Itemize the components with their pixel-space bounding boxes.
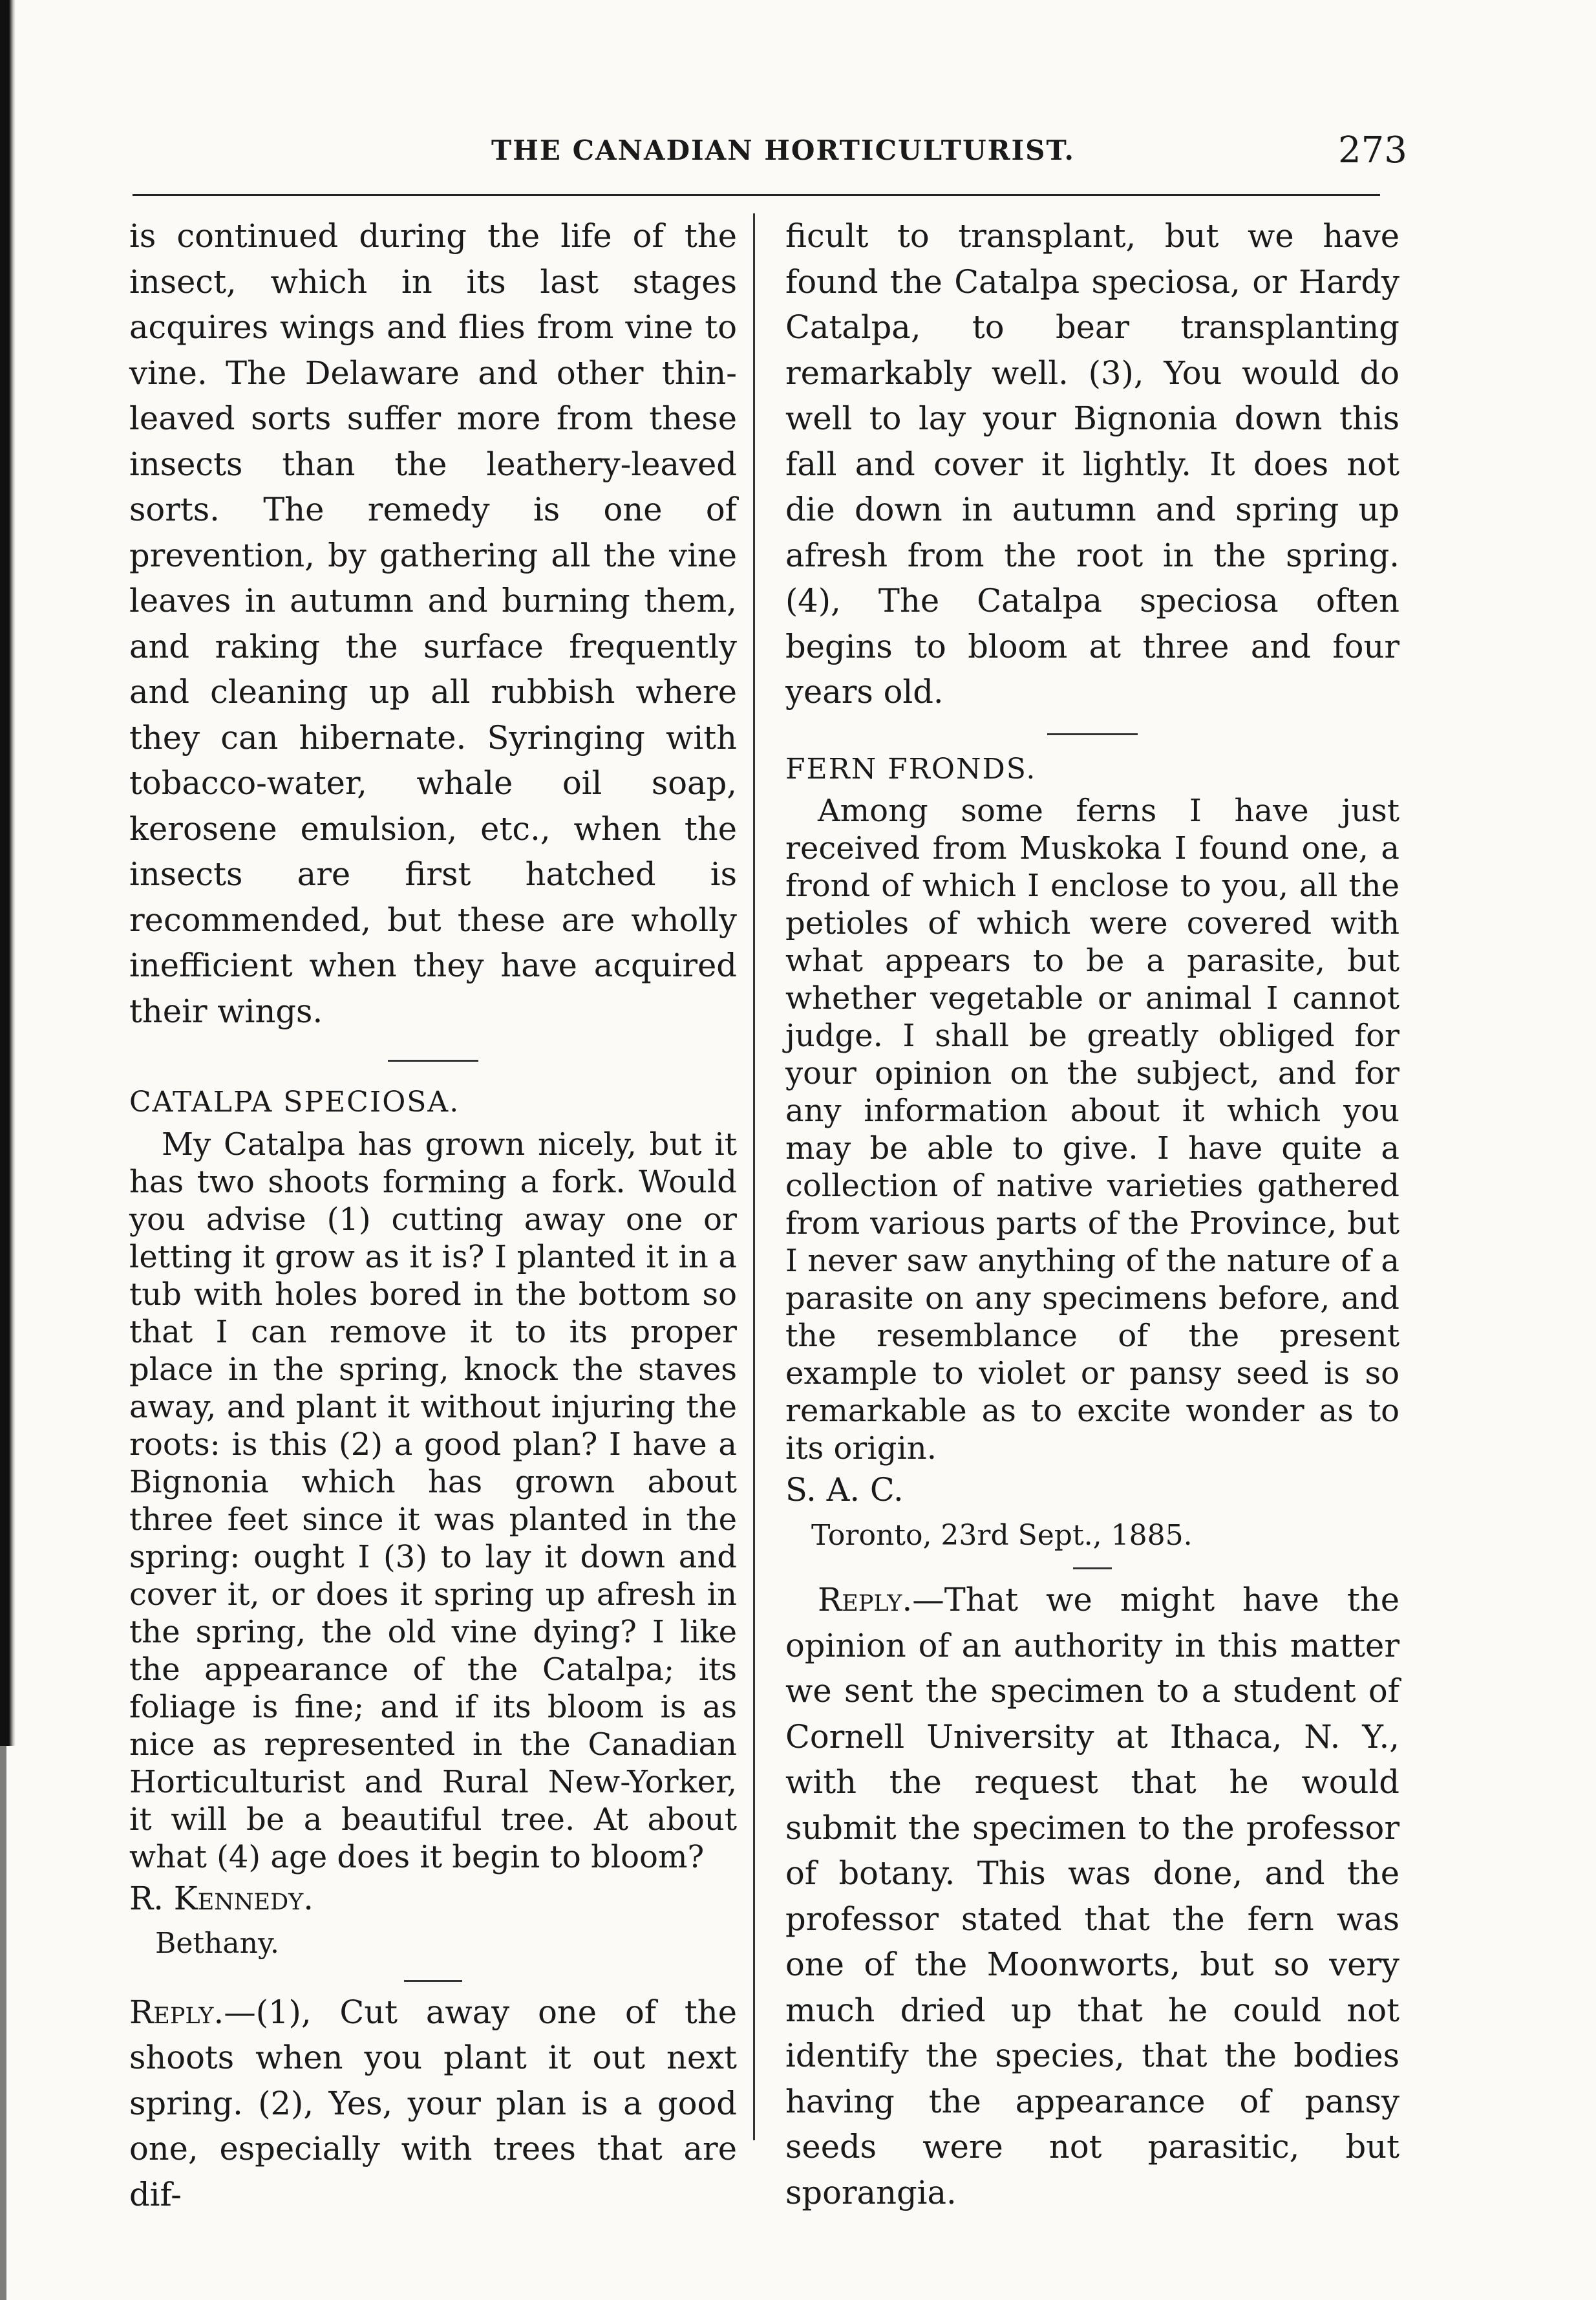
- catalpa-signature: R. Kennedy.: [129, 1879, 314, 1917]
- reply-text-right: —That we might have the opinion of an authority in this matter we sent the specimen to a student of Cornell University at Ithaca, N. Y., with the request that he would submit the specimen to the professor of botany. This was done, and the professor stated that the fern was one of the Moonworts, but so very much dried up that he could not identify the species, that the bodies having the appearance of pansy seeds were not parasitic, but sporangia.: [785, 1581, 1399, 2211]
- scan-shadow: [0, 0, 16, 1746]
- page-number: 273: [1338, 129, 1407, 171]
- page-header: [0, 129, 1596, 181]
- right-column: [785, 213, 1399, 2215]
- fern-place-date: Toronto, 23rd Sept., 1885.: [811, 1518, 1193, 1552]
- fern-signature: S. A. C.: [785, 1471, 904, 1509]
- left-column: [129, 213, 737, 2217]
- catalpa-place: Bethany.: [155, 1927, 279, 1960]
- reply-text: —(1), Cut away one of the shoots when you plant it out next spring. (2), Yes, your plan is a good one, especially with trees that are dif-: [129, 1993, 737, 2213]
- column-divider: [753, 213, 755, 2140]
- running-title: THE CANADIAN HORTICULTURIST.: [491, 134, 1075, 166]
- catalpa-heading: CATALPA SPECIOSA.: [129, 1086, 460, 1119]
- catalpa-reply: [129, 1990, 737, 2218]
- reply-label: Reply.: [129, 1993, 224, 2031]
- reply-label-right: Reply.: [818, 1581, 913, 1618]
- fern-reply: [785, 1577, 1399, 2215]
- fern-heading: FERN FRONDS.: [785, 752, 1037, 786]
- header-rule: [133, 194, 1380, 196]
- fern-letter: Among some ferns I have just received from Muskoka I found one, a frond of which I enclose to you, all the petioles of which were covered with what appears to be a parasite, but whether vegetable or animal I cannot judge. I shall be greatly obliged for your opinion on the subject, and for any information about it which you may be able to give. I have quite a collection of native varieties gathered from various parts of the Province, but I never saw anything of the nature of a parasite on any specimens before, and the resemblance of the present example to violet or pansy seed is so remarkable as to excite wonder as to its origin.: [785, 793, 1399, 1467]
- insect-paragraph: is continued during the life of the insect, which in its last stages acquires wings and flies from vine to vine. The Delaware and other thin-leaved sorts suffer more from these insects than the leathery-leaved sorts. The remedy is one of prevention, by gathering all the vine leaves in autumn and burning them, and raking the surface frequently and cleaning up all rubbish where they can hibernate. Syringing with tobacco-water, whale oil soap, kerosene emulsion, etc., when the insects are first hatched is recommended, but these are wholly inefficient when they have acquired their wings.: [129, 217, 737, 1030]
- continued-reply: ficult to transplant, but we have found the Catalpa speciosa, or Hardy Catalpa, to bear transplanting remarkably well. (3), You would do well to lay your Bignonia down this fall and cover it lightly. It does not die down in autumn and spring up afresh from the root in the spring. (4), The Catalpa speciosa often begins to bloom at three and four years old.: [785, 217, 1399, 711]
- catalpa-letter: My Catalpa has grown nicely, but it has two shoots forming a fork. Would you advise (1) cutting away one or letting it grow as it is? I planted it in a tub with holes bored in the bottom so that I can remove it to its proper place in the spring, knock the staves away, and plant it without injuring the roots: is this (2) a good plan? I have a Bignonia which has grown about three feet since it was planted in the spring: ought I (3) to lay it down and cover it, or does it spring up afresh in the spring, the old vine dying? I like the appearance of the Catalpa; its foliage is fine; and if its bloom is as nice as represented in the Canadian Horticulturist and Rural New-Yorker, it will be a beautiful tree. At about what (4) age does it begin to bloom?: [129, 1126, 737, 1875]
